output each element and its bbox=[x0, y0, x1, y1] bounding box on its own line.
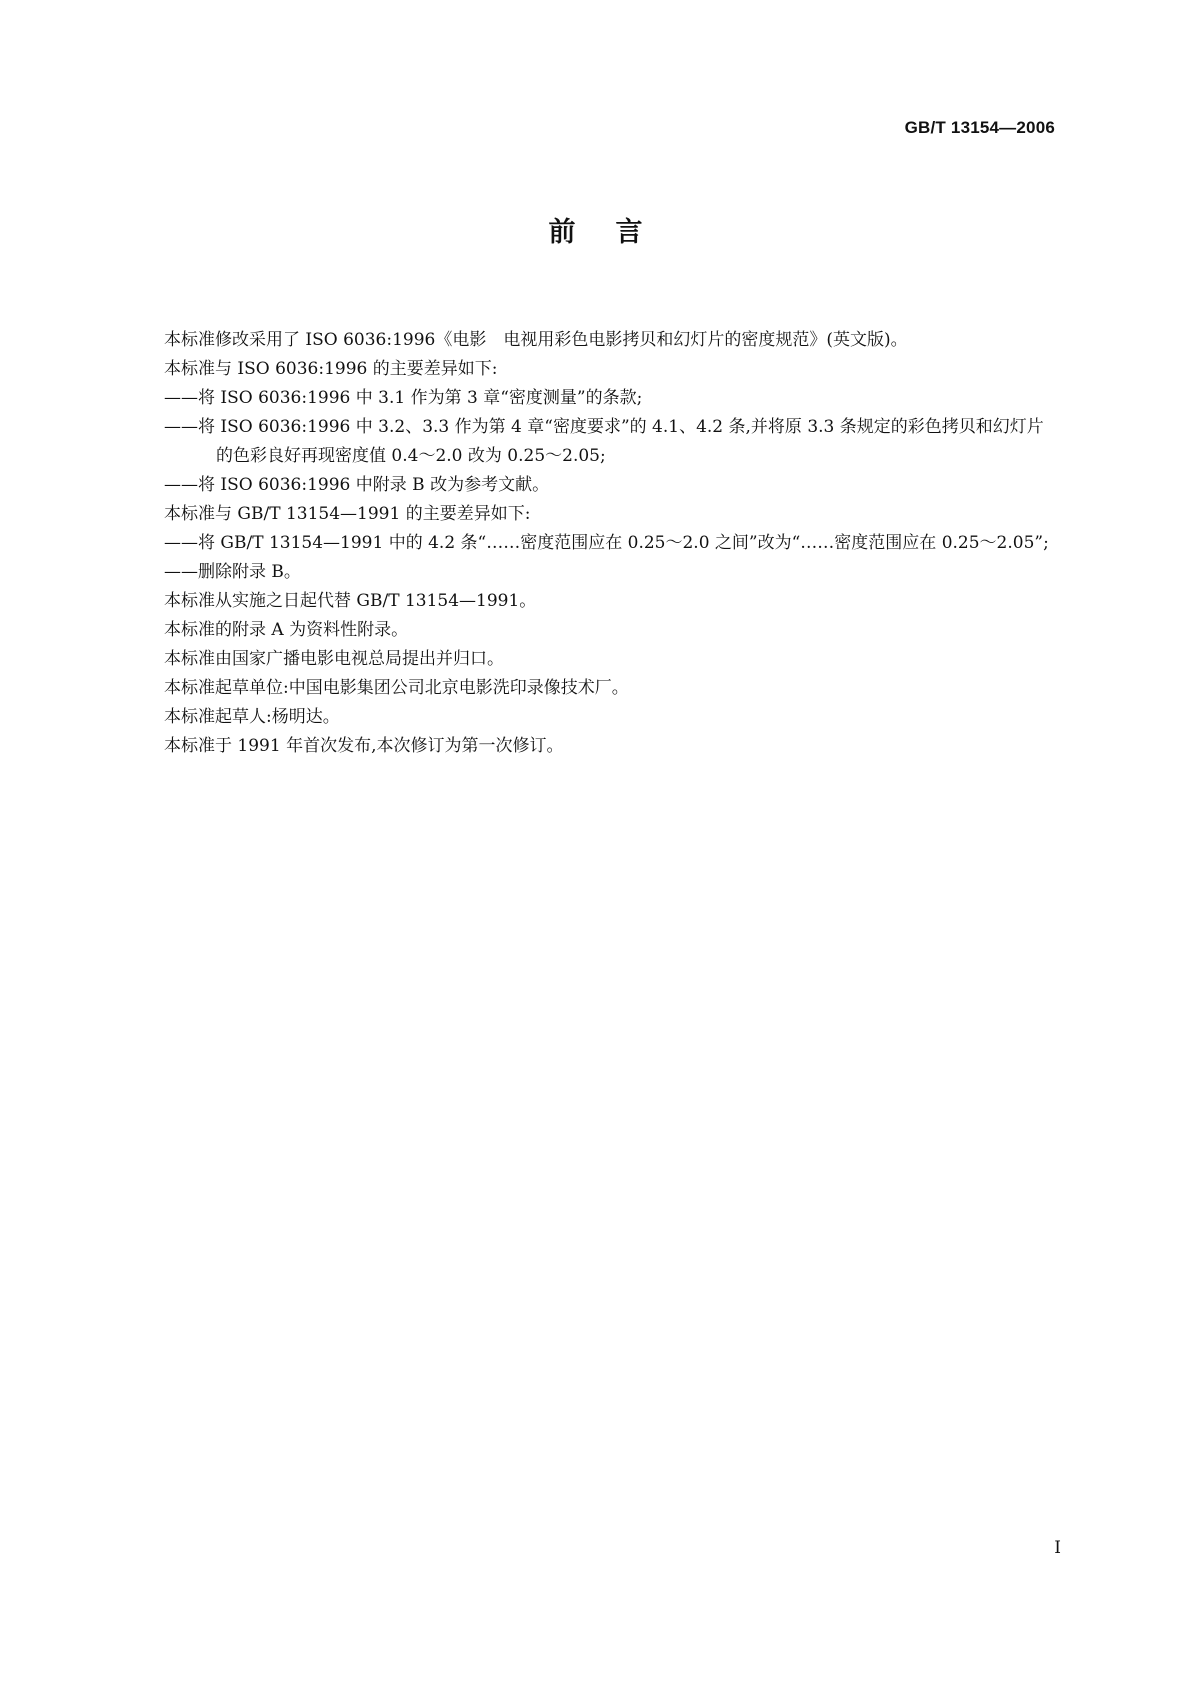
list-item-gbt1991-4-2: ——将 GB/T 13154—1991 中的 4.2 条“……密度范围应在 0.25～2.0 之间”改为“……密度范围应在 0.25～2.05”; bbox=[164, 533, 1049, 553]
page-number: I bbox=[1054, 1538, 1061, 1558]
list-item-delete-annex-b: ——删除附录 B。 bbox=[164, 562, 301, 582]
paragraph-drafting-unit: 本标准起草单位:中国电影集团公司北京电影洗印录像技术厂。 bbox=[164, 678, 629, 698]
paragraph-revision-history: 本标准于 1991 年首次发布,本次修订为第一次修订。 bbox=[164, 736, 564, 756]
list-item-iso-3-1: ——将 ISO 6036:1996 中 3.1 作为第 3 章“密度测量”的条款; bbox=[164, 388, 643, 408]
paragraph-iso-differences-intro: 本标准与 ISO 6036:1996 的主要差异如下: bbox=[164, 359, 498, 379]
paragraph-annex-a: 本标准的附录 A 为资料性附录。 bbox=[164, 620, 409, 640]
standard-number: GB/T 13154—2006 bbox=[904, 118, 1055, 137]
paragraph-replaces: 本标准从实施之日起代替 GB/T 13154—1991。 bbox=[164, 591, 537, 611]
paragraph-proposer: 本标准由国家广播电影电视总局提出并归口。 bbox=[164, 649, 504, 669]
page-title: 前言 bbox=[548, 217, 683, 248]
paragraph-gbt1991-differences-intro: 本标准与 GB/T 13154—1991 的主要差异如下: bbox=[164, 504, 531, 524]
paragraph-adoption: 本标准修改采用了 ISO 6036:1996《电影 电视用彩色电影拷贝和幻灯片的密度规范》(英文版)。 bbox=[164, 330, 908, 350]
list-item-iso-3-2-3-3: ——将 ISO 6036:1996 中 3.2、3.3 作为第 4 章“密度要求”的 4.1、4.2 条,并将原 3.3 条规定的彩色拷贝和幻灯片的色彩良好再现密度值 0.4～2.0 改为 0.25～2.05; bbox=[164, 417, 1044, 466]
foreword-body bbox=[130, 326, 1060, 761]
paragraph-drafter: 本标准起草人:杨明达。 bbox=[164, 707, 340, 727]
list-item-iso-annex-b: ——将 ISO 6036:1996 中附录 B 改为参考文献。 bbox=[164, 475, 550, 495]
